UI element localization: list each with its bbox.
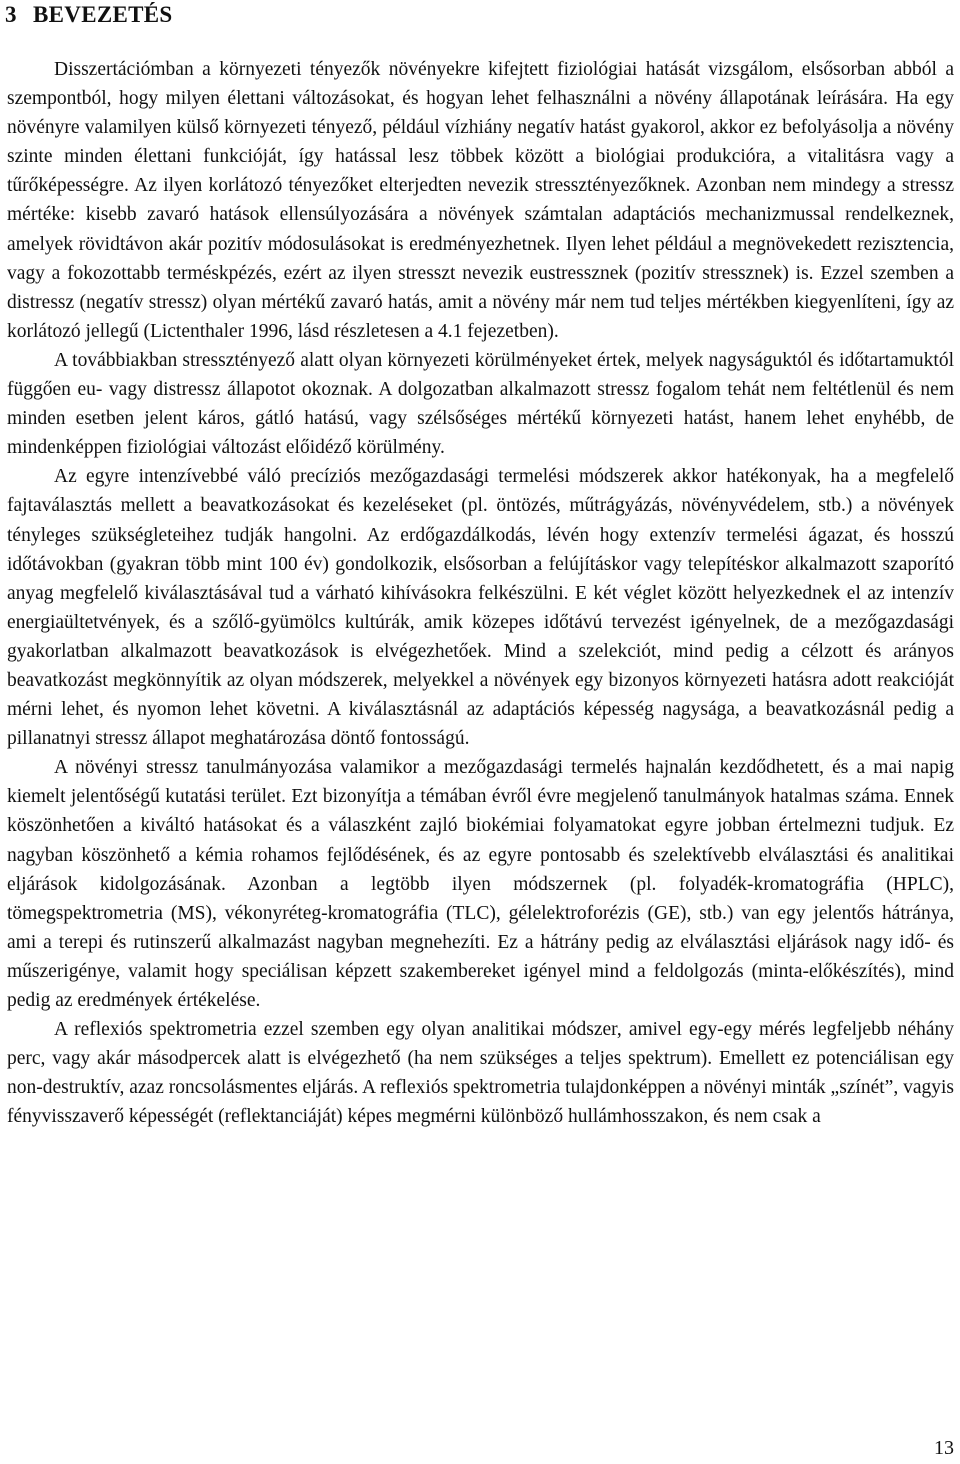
paragraph-1: Disszertációmban a környezeti tényezők növényekre kifejtett fiziológiai hatását vizsgálom, elsősorban abból a szempontból, hogy milyen élettani változásokat, és hogyan lehet felhasználni a növény állapotának leírására. Ha egy növényre valamilyen külső környezeti tényező, például vízhiány negatív hatást gyakorol, akkor ez befolyásolja a növény szinte minden élettani funkcióját, így hatással lesz többek között a biológiai produkcióra, a vitalitásra vagy a tűrőképességre. Az ilyen korlátozó tényezőket elterjedten nevezik stressztényezőknek. Azonban nem mindegy a stressz mértéke: kisebb zavaró hatások ellensúlyozására a növények számtalan adaptációs mechanizmussal rendelkeznek, amelyek rövidtávon akár pozitív módosulásokat is eredményezhetnek. Ilyen lehet például a megnövekedett rezisztencia, vagy a fokozottabb terméskpézés, ezért az ilyen stresszt nevezik eustressznek (pozitív stressznek) is. Ezzel szemben a distressz (negatív stressz) olyan mértékű zavaró hatás, amit a növény már nem tud teljes mértékben kiegyenlíteni, így az korlátozó jellegű (Lictenthaler 1996, lásd részletesen a 4.1 fejezetben). xyxy=(7,59,954,342)
body-text xyxy=(7,55,954,1131)
paragraph-4: A növényi stressz tanulmányozása valamikor a mezőgazdasági termelés hajnalán kezdődhetett, és a mai napig kiemelt jelentőségű kutatási terület. Ezt bizonyítja a témában évről évre megjelenő tanulmányok hatalmas száma. Ennek köszönhetően a kiváltó hatásokat és a válaszként zajló biokémiai folyamatokat egyre jobban értelmezni tudjuk. Ez nagyban köszönhető a kémia rohamos fejlődésének, és az egyre pontosabb és szelektívebb elválasztási és analitikai eljárások kidolgozásának. Azonban a legtöbb ilyen módszernek (pl. folyadék-kromatográfia (HPLC), tömegspektrometria (MS), vékonyréteg-kromatográfia (TLC), gélelektroforézis (GE), stb.) van egy jelentős hátránya, ami a terepi és rutinszerű alkalmazást nagyban megnehezíti. Ez a hátrány pedig az elválasztási eljárások nagy idő- és műszerigénye, valamit hogy speciálisan képzett szakembereket igényel mind a feldolgozás (minta-előkészítés), mind pedig az eredmények értékelése. xyxy=(7,757,954,1011)
section-title: BEVEZETÉS xyxy=(33,2,173,27)
section-heading xyxy=(5,0,173,30)
page-number: 13 xyxy=(934,1437,954,1459)
paragraph-3: Az egyre intenzívebbé váló precíziós mezőgazdasági termelési módszerek akkor hatékonyak, ha a megfelelő fajtaválasztás mellett a beavatkozásokat és kezeléseket (pl. öntözés, műtrágyázás, növényvédelem, stb.) a növények tényleges szükségleteihez tudják hangolni. Az erdőgazdálkodás, lévén hogy extenzív termelési ágazat, és hosszú időtávokban (gyakran több mint 100 év) gondolkozik, elsősorban a felújításkor vagy telepítéskor alkalmazott szaporító anyag megfelelő kiválasztásával tud a várható kihívásokra felkészülni. E két véglet között helyezkednek el az intenzív energiaültetvények, és a szőlő-gyümölcs kultúrák, amik közepes időtávú tervezést igényelnek, de a mezőgazdasági gyakorlatban alkalmazott beavatkozások is elvégezhetőek. Mind a szelekciót, mind pedig a célzott és arányos beavatkozást megkönnyítik az olyan módszerek, melyekkel a növények egy bizonyos környezeti hatásra adott reakcióját mérni lehet, és nyomon lehet követni. A kiválasztásnál az adaptációs képesség nagysága, a beavatkozásnál pedig a pillanatnyi stressz állapot meghatározása döntő fontosságú. xyxy=(7,466,954,750)
paragraph-5: A reflexiós spektrometria ezzel szemben egy olyan analitikai módszer, amivel egy-egy mérés legfeljebb néhány perc, vagy akár másodpercek alatt is elvégezhető (ha nem szükséges a teljes spektrum). Emellett ez potenciálisan egy non-destruktív, azaz roncsolásmentes eljárás. A reflexiós spektrometria tulajdonképpen a növényi minták „színét”, vagyis fényvisszaverő képességét (reflektanciáját) képes megmérni különböző hullámhosszakon, és nem csak a xyxy=(7,1019,954,1128)
paragraph-2: A továbbiakban stressztényező alatt olyan környezeti körülményeket értek, melyek nagyságuktól és időtartamuktól függően eu- vagy distressz állapotot okoznak. A dolgozatban alkalmazott stressz fogalom tehát nem feltétlenül és nem minden esetben jelent káros, gátló hatású, vagy szélsőséges mértékű környezeti hatást, hanem lehet enyhébb, de mindenképpen fiziológiai változást előidéző körülmény. xyxy=(7,349,954,459)
section-number: 3 xyxy=(5,2,17,27)
